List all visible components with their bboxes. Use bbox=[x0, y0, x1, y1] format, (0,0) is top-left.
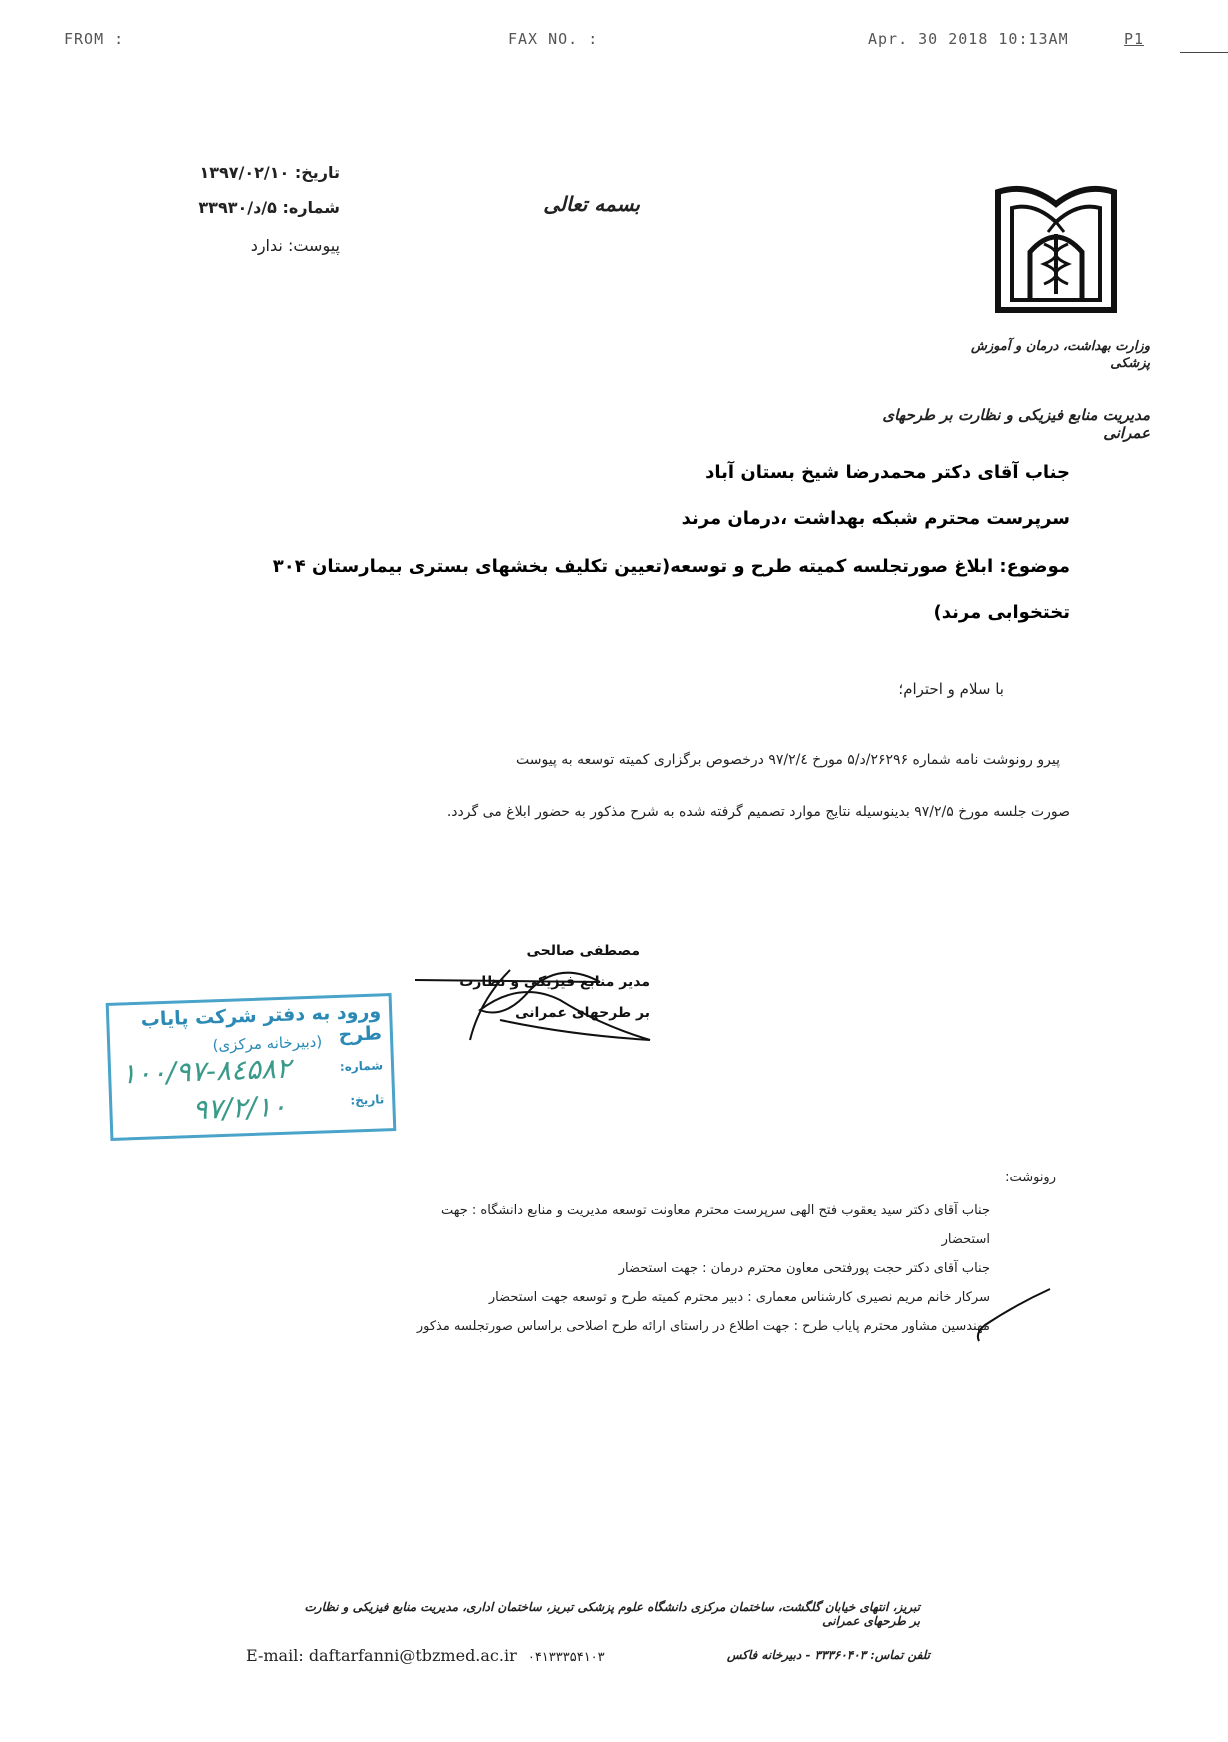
recipient-line-2: سرپرست محترم شبکه بهداشت ،درمان مرند bbox=[681, 508, 1070, 529]
cc-item: استحضار bbox=[941, 1232, 990, 1247]
stamp-date-value: ۹۷/۲/۱۰ bbox=[191, 1089, 288, 1127]
signature-title-1: مدیر منابع فیزیکی و نظارت bbox=[459, 974, 650, 990]
receipt-stamp bbox=[106, 993, 397, 1141]
signature-name: مصطفی صالحی bbox=[526, 943, 640, 959]
footer-fax-text: تلفن تماس: ۳۳۳۶۰۴۰۳ - دبیرخانه فاکس bbox=[726, 1648, 930, 1662]
logo-ministry-text: وزارت بهداشت، درمان و آموزش پزشکی bbox=[971, 339, 1150, 371]
cc-item: سرکار خانم مریم نصیری کارشناس معماری : دبیر محترم کمیته طرح و توسعه جهت استحضار bbox=[488, 1290, 990, 1305]
letter-date: تاریخ: ۱۳۹۷/۰۲/۱۰ bbox=[199, 163, 340, 182]
logo-emblem-icon bbox=[990, 182, 1122, 332]
cc-label: رونوشت: bbox=[1005, 1170, 1056, 1185]
letter-attachment: پیوست: ندارد bbox=[250, 236, 340, 255]
subject-line-2: تختخوابی مرند) bbox=[933, 602, 1070, 623]
logo-department-text: مدیریت منابع فیزیکی و نظارت بر طرحهای عمرانی bbox=[882, 406, 1150, 442]
stamp-subtitle: (دبیرخانه مرکزی) bbox=[212, 1032, 323, 1055]
footer-phone: ۰۴۱۳۳۳۵۴۱۰۳ bbox=[527, 1650, 605, 1665]
footer-email-label: E-mail: bbox=[246, 1646, 304, 1665]
invocation: بسمه تعالی bbox=[543, 192, 640, 216]
signature-title-2: بر طرحهای عمرانی bbox=[515, 1005, 650, 1021]
handwritten-signature bbox=[410, 940, 660, 1050]
fax-number-label: FAX NO. : bbox=[508, 30, 599, 48]
subject-line-1: موضوع: ابلاغ صورتجلسه کمیته طرح و توسعه(تعیین تکلیف بخشهای بستری بیمارستان ۳۰۴ bbox=[272, 556, 1070, 577]
cc-item: جناب آقای دکتر حجت پورفتحی معاون محترم درمان : جهت استحضار bbox=[618, 1261, 990, 1276]
footer-email-address[interactable]: daftarfanni@tbzmed.ac.ir bbox=[308, 1646, 517, 1665]
fax-page: P1 bbox=[1124, 30, 1145, 48]
stamp-number-value: ۱۰۰/۹۷-۸٤۵۸۲ bbox=[120, 1051, 292, 1091]
cc-list bbox=[230, 1196, 990, 1341]
stamp-title: ورود به دفتر شرکت پایاب طرح bbox=[140, 1000, 383, 1046]
footer-address: تبریز، انتهای خیابان گلگشت، ساختمان مرکزی دانشگاه علوم پزشکی تبریز، ساختمان اداری، مدیریت منابع فیزیکی و نظارت بر طرحهای عمرانی bbox=[304, 1600, 920, 1628]
stamp-number-label: شماره: bbox=[339, 1058, 384, 1074]
greeting: با سلام و احترام؛ bbox=[898, 680, 1004, 698]
stamp-date-label: تاریخ: bbox=[350, 1092, 385, 1108]
body-line-1: پیرو رونوشت نامه شماره ۲۶۲۹۶/د/۵ مورخ ۹۷/۲/٤ درخصوص برگزاری کمیته توسعه به پیوست bbox=[516, 752, 1060, 768]
cc-item: مهندسین مشاور محترم پایاب طرح : جهت اطلاع در راستای ارائه طرح اصلاحی براساس صورتجلسه مذکور bbox=[416, 1319, 990, 1334]
cc-handwritten-mark bbox=[975, 1285, 1055, 1345]
fax-from-label: FROM : bbox=[64, 30, 125, 48]
university-logo bbox=[990, 182, 1122, 332]
fax-datetime: Apr. 30 2018 10:13AM bbox=[868, 30, 1069, 48]
fax-header-rule bbox=[1180, 52, 1228, 53]
recipient-line-1: جناب آقای دکتر محمدرضا شیخ بستان آباد bbox=[705, 462, 1070, 483]
cc-item: جناب آقای دکتر سید یعقوب فتح الهی سرپرست محترم معاونت توسعه مدیریت و منابع دانشگاه : جهت bbox=[440, 1203, 990, 1218]
body-line-2: صورت جلسه مورخ ۹۷/۲/۵ بدینوسیله نتایج موارد تصمیم گرفته شده به شرح مذکور به حضور ابلاغ می گردد. bbox=[446, 804, 1070, 820]
footer-email bbox=[246, 1646, 605, 1665]
letter-number: شماره: ۵/د/۳۳۹۳۰ bbox=[198, 198, 340, 217]
